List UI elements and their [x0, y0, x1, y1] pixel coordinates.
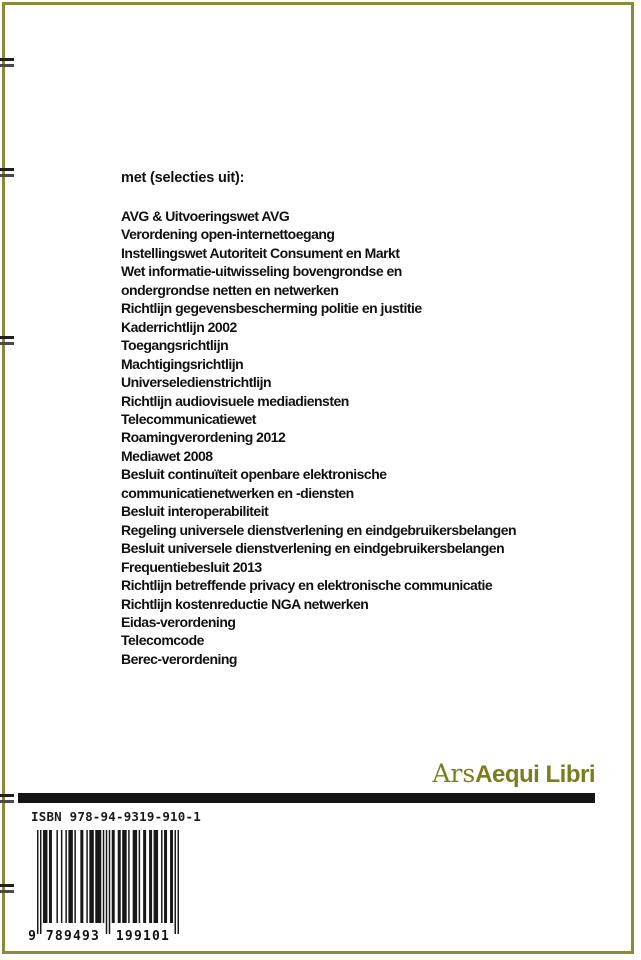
law-list-line: Besluit continuïteit openbare elektronische: [121, 466, 387, 483]
law-list-line: Richtlijn betreffende privacy en elektronische communicatie: [121, 577, 493, 594]
law-list-line: Kaderrichtlijn 2002: [121, 318, 237, 335]
law-list-line: Verordening open-internettoegang: [121, 226, 335, 243]
law-list-line: Roamingverordening 2012: [121, 429, 286, 446]
barcode: [37, 830, 179, 934]
law-list-line: Besluit interoperabiliteit: [121, 503, 269, 520]
selection-heading: met (selecties uit):: [121, 170, 245, 186]
publisher-logo-serif-part: Ars: [432, 759, 476, 788]
publisher-logo: [432, 759, 595, 789]
law-list: [121, 207, 601, 668]
law-list-line: communicatienetwerken en -diensten: [121, 484, 354, 501]
law-list-line: Machtigingsrichtlijn: [121, 355, 244, 372]
law-list-line: Telecomcode: [121, 632, 204, 649]
law-list-line: Instellingswet Autoriteit Consument en Markt: [121, 244, 400, 261]
barcode-digit-group1: 789493: [45, 929, 101, 944]
law-list-line: Wet informatie-uitwisseling bovengrondse en: [121, 263, 402, 280]
registration-mark-icon: [0, 58, 14, 68]
law-list-line: Toegangsrichtlijn: [121, 337, 229, 354]
registration-mark-icon: [0, 168, 14, 178]
law-list-line: ondergrondse netten en netwerken: [121, 281, 339, 298]
law-list-line: Regeling universele dienstverlening en eindgebruikersbelangen: [121, 521, 517, 538]
law-list-line: Eidas-verordening: [121, 613, 236, 630]
registration-mark-icon: [0, 336, 14, 346]
registration-mark-icon: [0, 884, 14, 894]
law-list-line: Mediawet 2008: [121, 447, 213, 464]
barcode-digit-group2: 199101: [115, 929, 171, 944]
isbn-label: ISBN 978-94-9319-910-1: [31, 809, 201, 824]
black-divider-bar: [18, 793, 595, 803]
barcode-digit-first: 9: [28, 929, 36, 944]
law-list-line: Universeledienstrichtlijn: [121, 374, 272, 391]
law-list-line: Telecommunicatiewet: [121, 410, 256, 427]
law-list-line: Besluit universele dienstverlening en eindgebruikersbelangen: [121, 540, 505, 557]
law-list-line: Richtlijn audiovisuele mediadiensten: [121, 392, 349, 409]
publisher-logo-bold-part: Aequi Libri: [475, 761, 595, 788]
law-list-line: Richtlijn kostenreductie NGA netwerken: [121, 595, 369, 612]
law-list-line: Berec-verordening: [121, 650, 237, 667]
law-list-line: Richtlijn gegevensbescherming politie en justitie: [121, 300, 422, 317]
registration-mark-icon: [0, 794, 14, 804]
law-list-line: AVG & Uitvoeringswet AVG: [121, 208, 290, 224]
law-list-line: Frequentiebesluit 2013: [121, 558, 262, 575]
